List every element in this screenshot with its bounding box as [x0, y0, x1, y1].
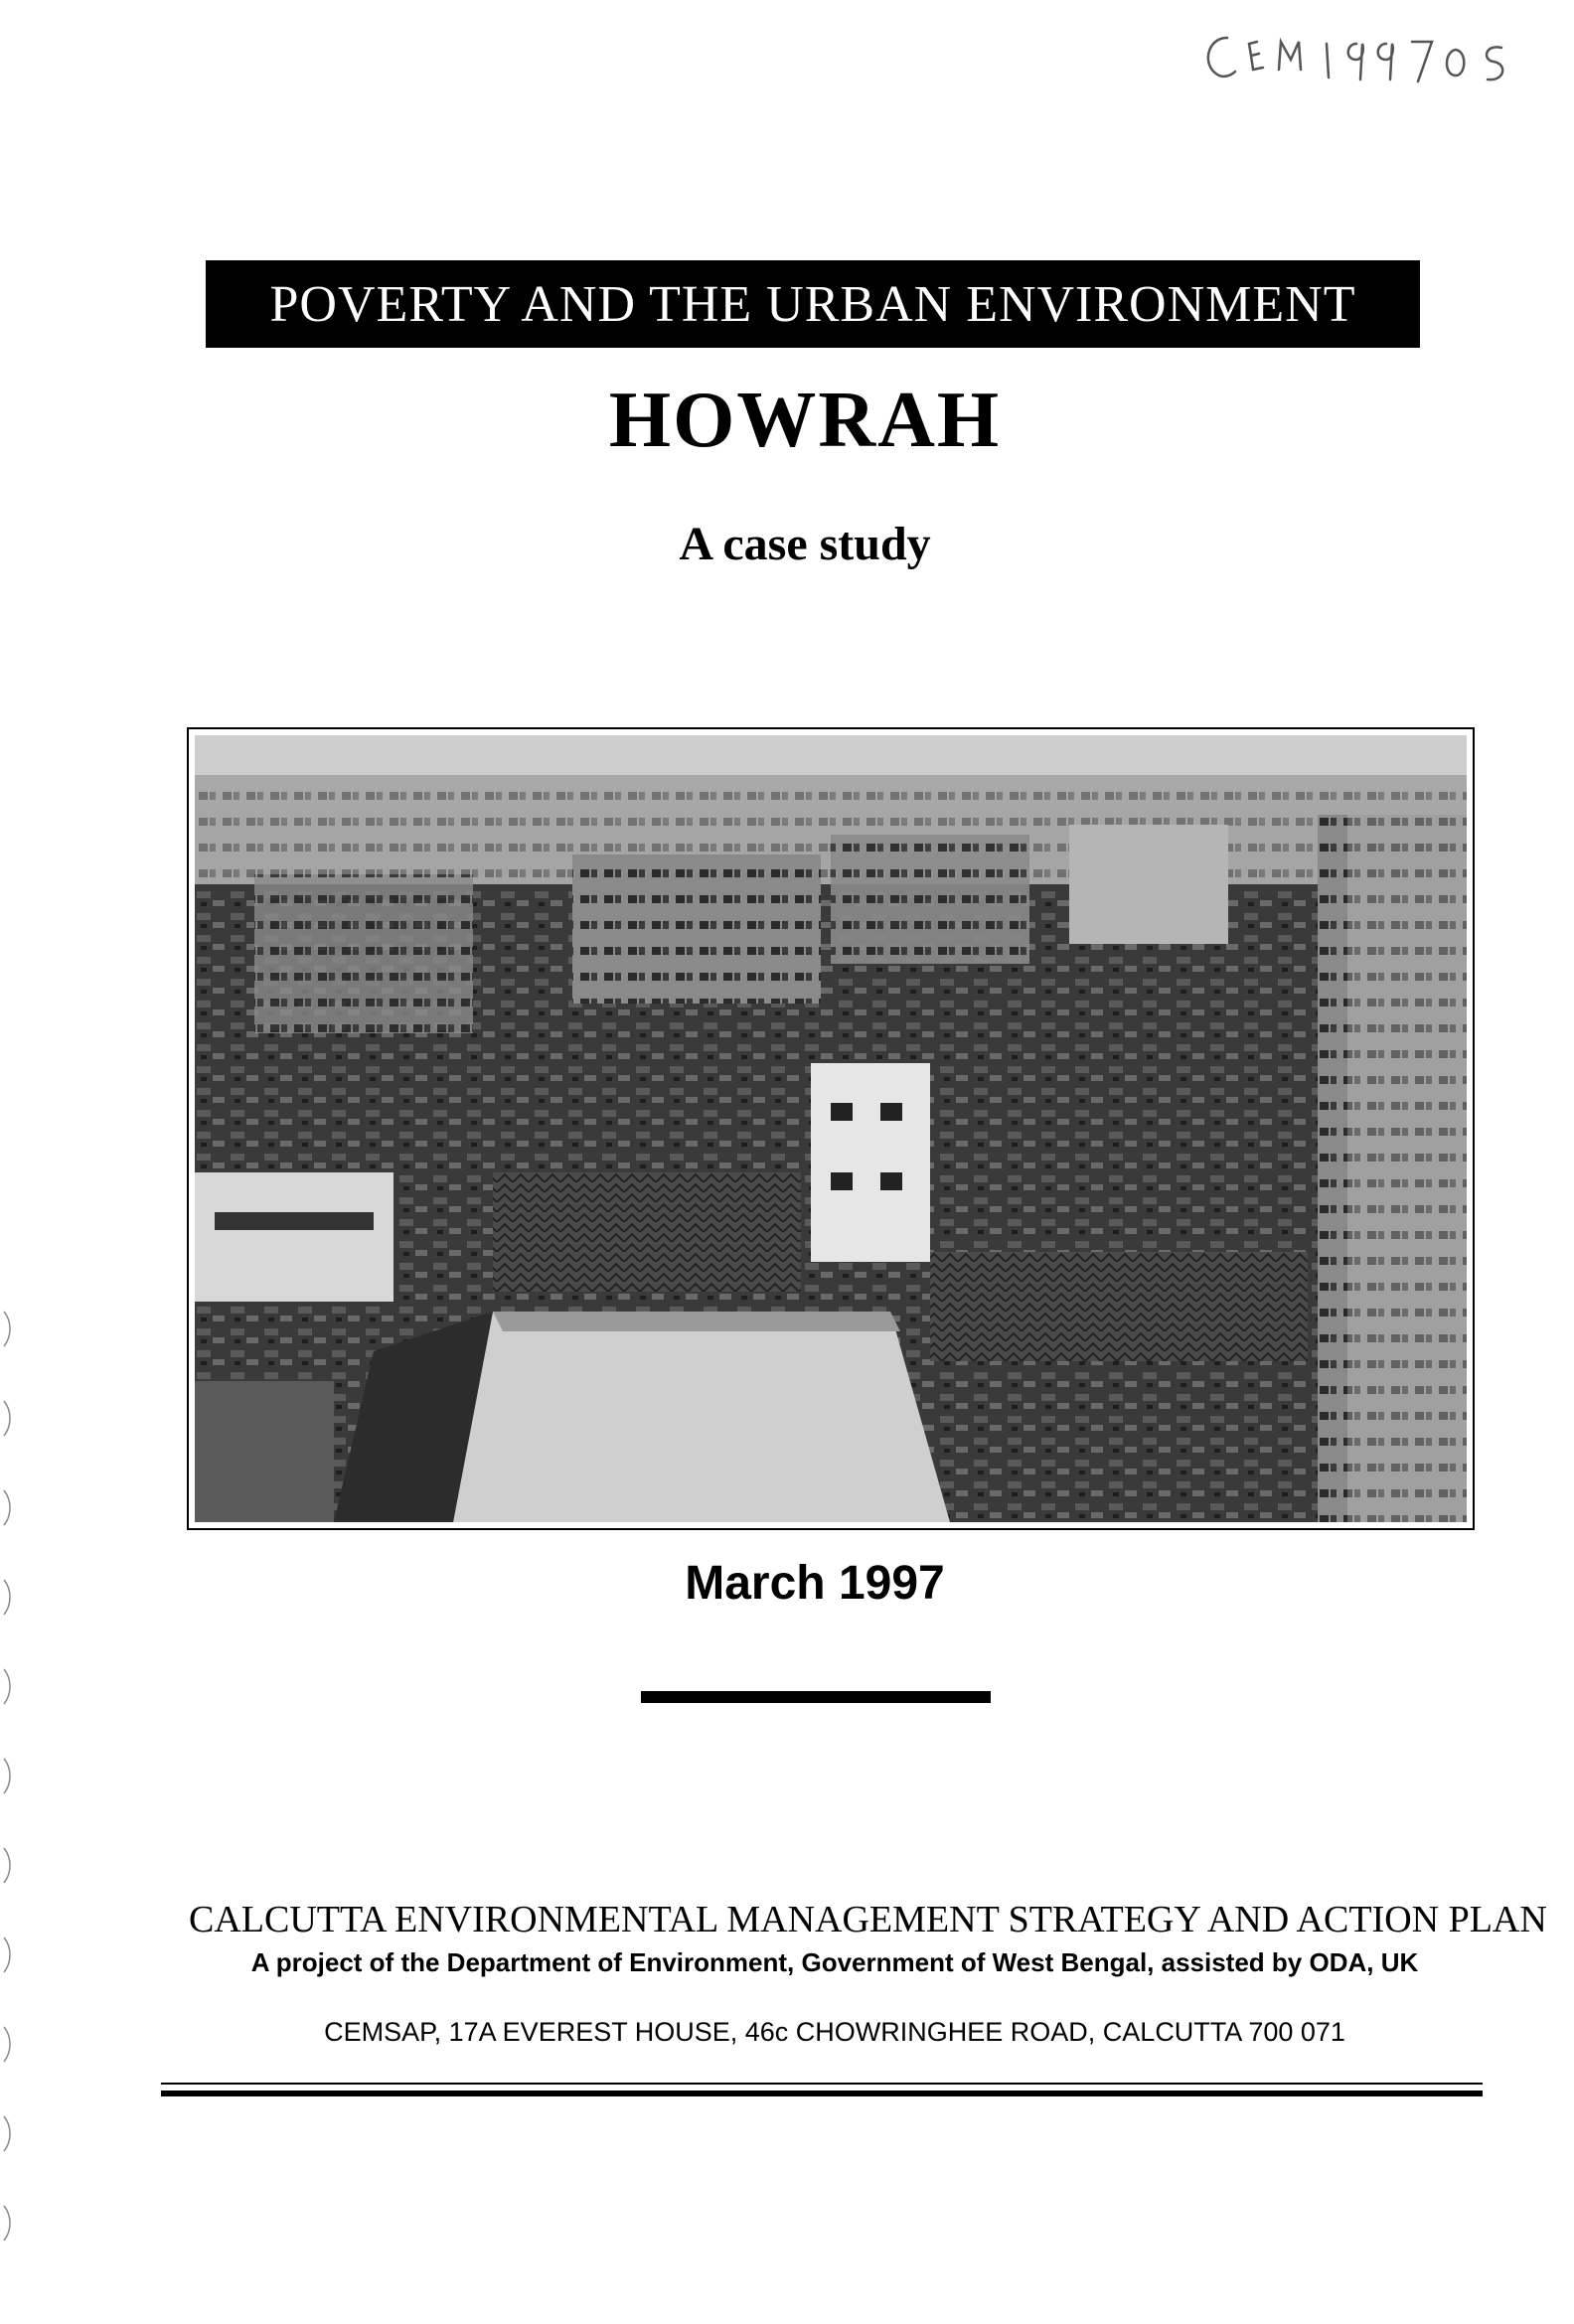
- organization-name: CALCUTTA ENVIRONMENTAL MANAGEMENT STRATEGY AND ACTION PLAN: [189, 1899, 1547, 1940]
- footer-rule-thick: [161, 2091, 1483, 2096]
- footer-rule-thin: [161, 2083, 1483, 2085]
- document-title: HOWRAH: [608, 377, 1002, 464]
- organization-address: CEMSAP, 17A EVEREST HOUSE, 46c CHOWRINGHEE ROAD, CALCUTTA 700 071: [324, 2017, 1345, 2047]
- organization-description: A project of the Department of Environment, Government of West Bengal, assisted by ODA, UK: [250, 1947, 1419, 1977]
- binding-edge-marks: [0, 1292, 20, 2285]
- document-subtitle: A case study: [679, 518, 931, 570]
- divider-rule: [641, 1691, 991, 1703]
- cityscape-photo: [195, 735, 1467, 1522]
- handwritten-reference-mark: [1187, 20, 1525, 99]
- series-banner-text: POVERTY AND THE URBAN ENVIRONMENT: [269, 275, 1356, 333]
- series-banner: [206, 260, 1420, 348]
- publication-date: March 1997: [685, 1557, 945, 1610]
- cover-photo-frame: [187, 727, 1475, 1530]
